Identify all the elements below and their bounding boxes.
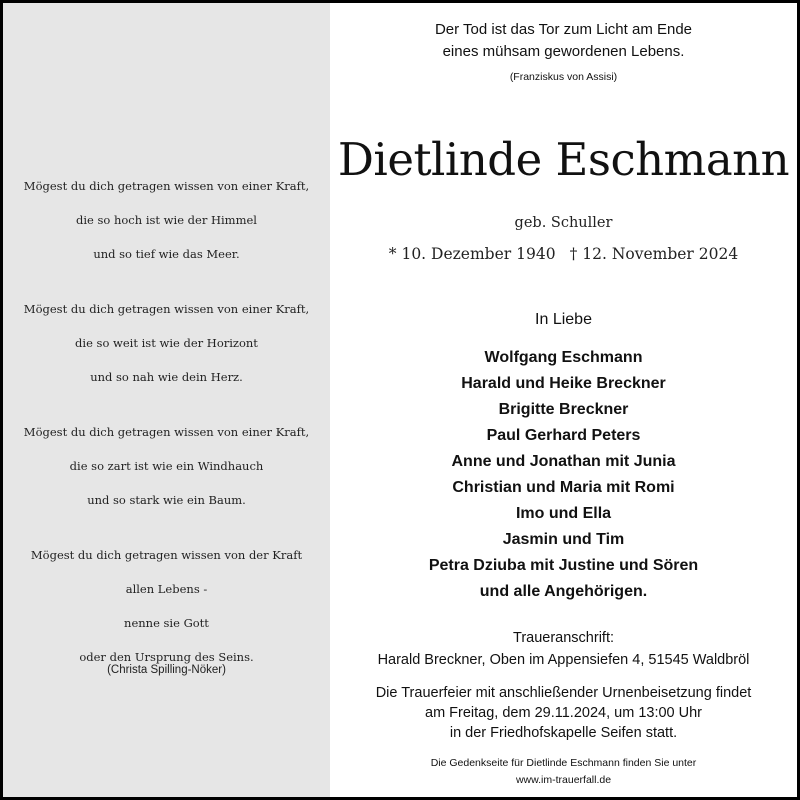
address-label: Traueranschrift:	[513, 630, 614, 646]
list-item: Petra Dziuba mit Justine und Sören	[428, 557, 699, 574]
list-item: Paul Gerhard Peters	[486, 427, 641, 444]
poem-stanza	[3, 169, 330, 271]
quote-line: eines mühsam gewordenen Lebens.	[442, 43, 685, 60]
list-item: Wolfgang Eschmann	[484, 349, 643, 366]
poem-line: nenne sie Gott	[124, 616, 209, 630]
ceremony-line: in der Friedhofskapelle Seifen statt.	[449, 725, 678, 741]
poem-line: oder den Ursprung des Seins.	[79, 650, 254, 664]
quote-line: Der Tod ist das Tor zum Licht am Ende	[434, 21, 693, 38]
poem-line: Mögest du dich getragen wissen von einer Kraft,	[23, 179, 310, 193]
quote-source: (Franziskus von Assisi)	[509, 71, 618, 83]
poem-line: die so zart ist wie ein Windhauch	[69, 459, 264, 473]
poem-line: allen Lebens -	[125, 582, 208, 596]
poem-line: Mögest du dich getragen wissen von der Kraft	[30, 548, 303, 562]
poem-stanza	[3, 415, 330, 517]
poem-line: Mögest du dich getragen wissen von einer Kraft,	[23, 302, 310, 316]
memorial-text: Die Gedenkseite für Dietlinde Eschmann finden Sie unter	[430, 757, 697, 769]
mourners-list	[330, 345, 797, 605]
mourning-address	[330, 627, 797, 671]
memorial-url: www.im-trauerfall.de	[515, 774, 612, 786]
ceremony-line: am Freitag, dem 29.11.2024, um 13:00 Uhr	[425, 705, 702, 721]
poem-line: Mögest du dich getragen wissen von einer Kraft,	[23, 425, 310, 439]
poem-line: und so stark wie ein Baum.	[87, 493, 246, 507]
poem-line: und so tief wie das Meer.	[93, 247, 240, 261]
life-dates	[330, 245, 797, 263]
list-item: Harald und Heike Breckner	[461, 375, 666, 392]
death-date: † 12. November 2024	[569, 245, 739, 263]
ceremony-info	[330, 683, 797, 743]
mourners-heading: In Liebe	[535, 311, 592, 328]
deceased-name: Dietlinde Eschmann	[337, 133, 790, 186]
list-item: Christian und Maria mit Romi	[452, 479, 675, 496]
list-item: Jasmin und Tim	[502, 531, 625, 548]
birth-date: * 10. Dezember 1940	[388, 245, 556, 263]
poem-stanza	[3, 538, 330, 678]
list-item: Anne und Jonathan mit Junia	[451, 453, 676, 470]
poem	[3, 169, 330, 699]
poem-line: die so weit ist wie der Horizont	[75, 336, 258, 350]
list-item: Brigitte Breckner	[498, 401, 629, 418]
notice-panel	[330, 3, 797, 797]
memorial-page-info	[330, 755, 797, 789]
poem-panel	[3, 3, 330, 797]
list-item: und alle Angehörigen.	[479, 583, 648, 600]
poem-line: und so nah wie dein Herz.	[90, 370, 243, 384]
quote	[330, 19, 797, 63]
list-item: Imo und Ella	[515, 505, 612, 522]
poem-author: (Christa Spilling-Nöker)	[107, 664, 226, 676]
address-value: Harald Breckner, Oben im Appensiefen 4, 51545 Waldbröl	[377, 652, 750, 668]
obituary-notice	[3, 3, 797, 797]
maiden-name: geb. Schuller	[514, 215, 613, 231]
poem-line: die so hoch ist wie der Himmel	[76, 213, 257, 227]
poem-stanza	[3, 292, 330, 394]
ceremony-line: Die Trauerfeier mit anschließender Urnenbeisetzung findet	[375, 685, 752, 701]
